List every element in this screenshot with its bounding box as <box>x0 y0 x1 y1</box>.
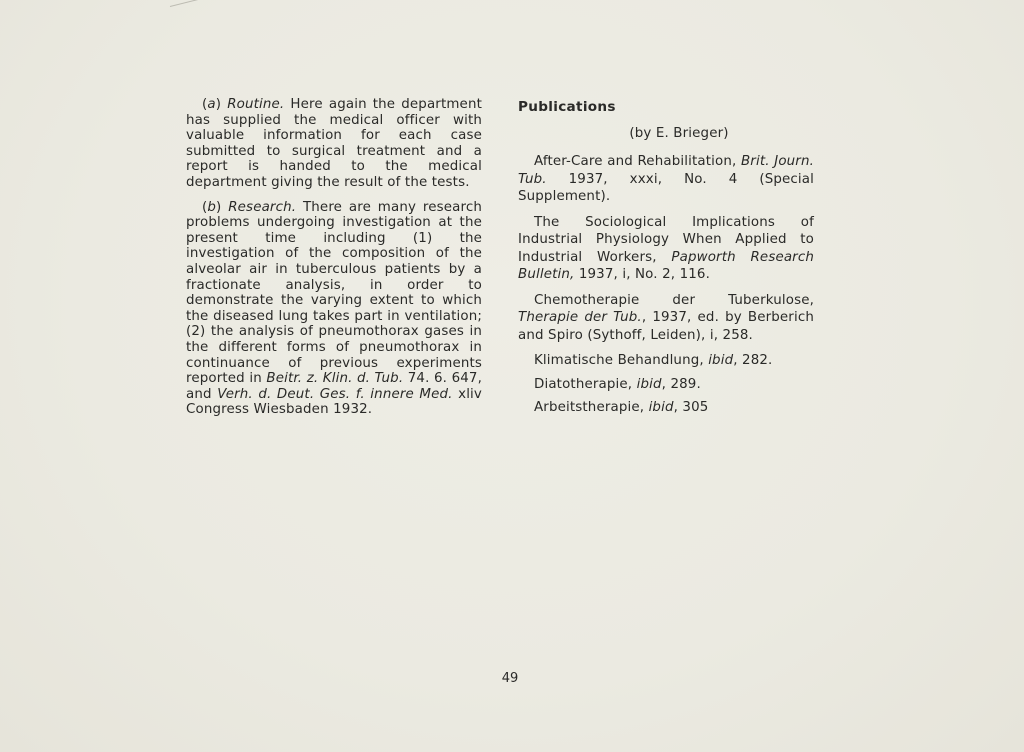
research-paragraph <box>186 200 482 418</box>
paper-fold-mark <box>170 0 228 7</box>
publication-title: Arbeitstherapie, <box>534 400 649 416</box>
research-text-2: 74. 6. 647, and <box>186 371 482 402</box>
routine-label-letter: a <box>207 97 216 112</box>
publication-item <box>518 352 814 370</box>
publication-item <box>518 292 814 345</box>
publication-title: Klimatische Behandlung, <box>534 353 709 369</box>
publications-heading: Publications <box>518 99 616 115</box>
publication-details: 1937, xxxi, No. 4 (Special Supplement). <box>518 171 814 205</box>
publication-journal: ibid <box>648 400 674 416</box>
publication-details: , 1937, ed. by Berberich and Spiro (Sythoff, Leiden), i, 258. <box>518 310 814 343</box>
research-reference-2: Verh. d. Deut. Ges. f. innere Med. <box>217 386 453 402</box>
publication-journal: ibid <box>708 353 734 369</box>
research-title: Research. <box>228 199 297 215</box>
publication-title: After-Care and Rehabilitation, <box>534 154 741 170</box>
publication-item <box>518 399 814 417</box>
research-text-3: xliv Congress Wiesbaden 1932. <box>186 386 483 418</box>
publication-details: , 282. <box>733 353 773 369</box>
publication-journal: Therapie der Tub. <box>518 310 642 326</box>
right-column <box>518 97 814 423</box>
publication-journal: ibid <box>636 376 662 392</box>
publication-title: Diatotherapie, <box>534 376 637 392</box>
publication-journal: Papworth Research Bulletin, <box>518 249 814 283</box>
research-label: (b) <box>202 199 222 215</box>
publication-item <box>518 153 814 206</box>
routine-label: (a) <box>202 97 222 112</box>
publications-byline: (by E. Brieger) <box>629 125 729 141</box>
publication-title: The Sociological Implications of Industrial Physiology When Applied to Industrial Workers, <box>518 214 814 265</box>
page-number: 49 <box>501 671 519 686</box>
publication-item <box>518 214 814 284</box>
research-label-letter: b <box>207 199 217 215</box>
research-text-1: There are many research problems undergoing investigation at the present time including (1) the investigation of the composition of the alveolar air in tuberculous patients by a fractionate analysis, in order to demonstrate the varying extent to which the diseased lung takes part in ventilation; (2) the analysis of pneumothorax gases in the different forms of pneumothorax in continuance of previous experiments reported in <box>186 199 482 387</box>
research-reference-1: Beitr. z. Klin. d. Tub. <box>266 371 404 387</box>
routine-text: Here again the department has supplied the medical officer with valuable information for each case submitted to surgical treatment and a report is handed to the medical department giving the result of the tests. <box>186 97 482 190</box>
publication-details: , 305 <box>673 400 709 416</box>
publication-details: , 289. <box>661 376 701 392</box>
publication-journal: Brit. Journ. Tub. <box>518 154 815 187</box>
publication-item <box>518 376 814 394</box>
left-column <box>186 97 482 427</box>
publication-details: 1937, i, No. 2, 116. <box>574 267 710 283</box>
publication-title: Chemotherapie der Tuberkulose, <box>534 292 814 308</box>
routine-paragraph <box>186 97 482 191</box>
routine-title: Routine. <box>227 97 285 112</box>
